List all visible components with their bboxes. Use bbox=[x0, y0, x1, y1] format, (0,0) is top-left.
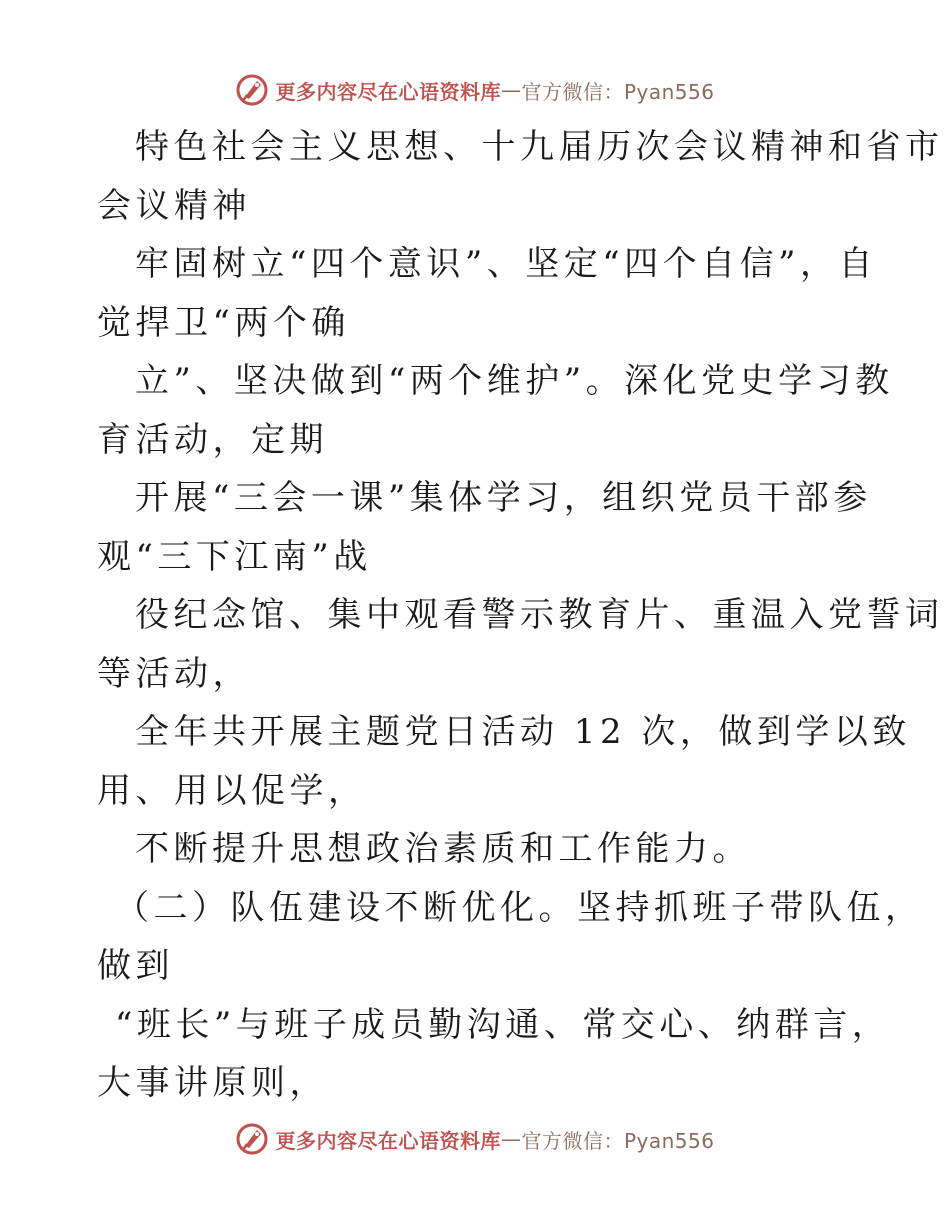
body-line: 开展“三会一课”集体学习，组织党员干部参 bbox=[135, 478, 872, 518]
body-line: 全年共开展主题党日活动 12 次，做到学以致 bbox=[135, 712, 911, 752]
body-line: 役纪念馆、集中观看警示教育片、重温入党誓词 bbox=[135, 595, 944, 635]
body-line: 觉捍卫“两个确 bbox=[97, 302, 350, 343]
pen-nib-logo-icon bbox=[235, 73, 269, 107]
body-line: 大事讲原则， bbox=[97, 1063, 328, 1103]
footer-banner bbox=[0, 1119, 950, 1159]
body-line: “班长”与班子成员勤沟通、常交心、纳群言， bbox=[115, 1004, 891, 1045]
body-line: 会议精神 bbox=[97, 185, 251, 226]
body-line: 做到 bbox=[97, 946, 174, 986]
banner-brand-text: 更多内容尽在心语资料库 bbox=[275, 79, 501, 104]
body-line: 育活动，定期 bbox=[97, 419, 328, 460]
body-line: 观“三下江南”战 bbox=[97, 536, 372, 577]
banner-dash: — bbox=[500, 78, 522, 102]
body-line: 特色社会主义思想、十九届历次会议精神和省市 bbox=[135, 127, 944, 167]
section-heading-line: （二）队伍建设不断优化。坚持抓班子带队伍， bbox=[115, 887, 924, 928]
document-body bbox=[97, 118, 944, 1113]
banner-dash: — bbox=[500, 1127, 522, 1151]
banner-wechat-text: 官方微信：Pyan556 bbox=[521, 1128, 715, 1153]
body-line: 等活动， bbox=[97, 653, 251, 694]
banner-brand-text: 更多内容尽在心语资料库 bbox=[275, 1128, 501, 1153]
body-line: 不断提升思想政治素质和工作能力。 bbox=[135, 829, 751, 869]
body-line: 用、用以促学， bbox=[97, 770, 367, 811]
header-banner bbox=[0, 70, 950, 110]
body-line: 牢固树立“四个意识”、坚定“四个自信”，自 bbox=[135, 244, 878, 284]
banner-wechat-text: 官方微信：Pyan556 bbox=[521, 79, 715, 104]
pen-nib-logo-icon bbox=[235, 1122, 269, 1156]
body-line: 立”、坚决做到“两个维护”。深化党史学习教 bbox=[135, 361, 894, 401]
